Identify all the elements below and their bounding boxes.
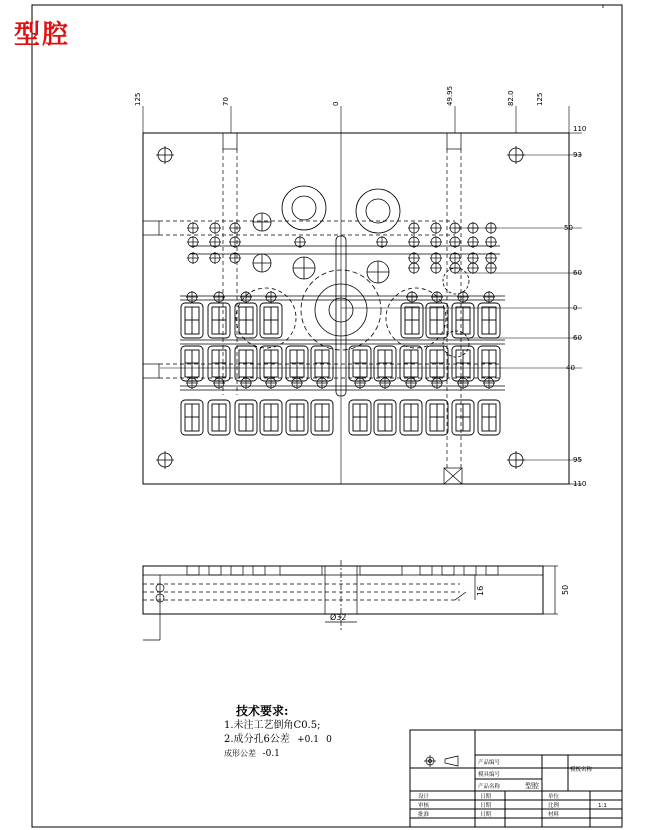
dim-right-bore: 49.95 bbox=[446, 85, 454, 106]
cavity-slot bbox=[478, 400, 500, 435]
tb-unit-label: 单位 bbox=[548, 794, 560, 800]
pin-hole bbox=[186, 377, 198, 389]
cavity-slot bbox=[400, 400, 422, 435]
dim-guide-bottom: 95 bbox=[573, 456, 582, 464]
pin-hole bbox=[240, 377, 252, 389]
cavity-slot bbox=[208, 303, 230, 338]
cavity-slot bbox=[349, 400, 371, 435]
pin-hole bbox=[485, 262, 497, 274]
pin-hole bbox=[405, 377, 417, 389]
tech-note-3 bbox=[224, 747, 332, 761]
projection-symbol bbox=[424, 755, 458, 767]
pin-hole bbox=[265, 377, 277, 389]
cavity-slot bbox=[181, 400, 203, 435]
pin-hole bbox=[483, 291, 495, 303]
section-view-details bbox=[143, 560, 558, 640]
dim-row-lower: 60 bbox=[573, 334, 582, 342]
pin-hole bbox=[430, 222, 442, 234]
cavity-slot bbox=[181, 346, 203, 381]
cavity-slot bbox=[235, 400, 257, 435]
dim-right-edge: 125 bbox=[536, 92, 544, 106]
cavity-slot bbox=[260, 303, 282, 338]
cavity-slot bbox=[286, 400, 308, 435]
tb-designer-label: 设计 bbox=[418, 794, 430, 800]
dim-right-pin: 82.0 bbox=[507, 90, 515, 106]
tb-part-name: 型腔 bbox=[525, 782, 539, 790]
dim-depth: 16 bbox=[476, 585, 485, 596]
cavity-slot bbox=[349, 346, 371, 381]
cavity-slot bbox=[400, 346, 422, 381]
pin-hole bbox=[354, 377, 366, 389]
pin-hole bbox=[187, 222, 199, 234]
pin-hole bbox=[186, 291, 198, 303]
tb-scale-label: 比例 bbox=[548, 803, 560, 809]
cavity-slot bbox=[235, 346, 257, 381]
cavity-slot bbox=[478, 346, 500, 381]
cavity-slot bbox=[260, 346, 282, 381]
guide-hole-bottom-left bbox=[156, 451, 174, 469]
pin-hole bbox=[457, 377, 469, 389]
dim-center-y: 0 bbox=[573, 304, 578, 312]
guide-hole-bottom-right bbox=[507, 451, 525, 469]
dim-row-upper: 60 bbox=[573, 269, 582, 277]
top-dimension-labels bbox=[134, 86, 544, 106]
technical-requirements bbox=[224, 702, 332, 761]
cavity-slot bbox=[374, 346, 396, 381]
guide-hole-top-right bbox=[507, 146, 525, 164]
tech-note-3-lower: -0.1 bbox=[262, 749, 280, 759]
dim-left-bore: 70 bbox=[222, 97, 230, 106]
tech-note-2 bbox=[224, 733, 332, 747]
cavity-slot bbox=[452, 346, 474, 381]
pin-hole bbox=[379, 377, 391, 389]
pin-hole bbox=[408, 222, 420, 234]
right-dimension-labels bbox=[564, 125, 586, 488]
pin-hole bbox=[430, 262, 442, 274]
cavity-slot bbox=[452, 400, 474, 435]
dim-center-x: 0 bbox=[332, 101, 340, 106]
pin-hole bbox=[209, 222, 221, 234]
cavity-slot bbox=[426, 400, 448, 435]
tb-product-name: 产品名称 bbox=[478, 784, 501, 790]
pin-hole bbox=[240, 291, 252, 303]
cavity-slot bbox=[286, 346, 308, 381]
cavity-slot bbox=[235, 303, 257, 338]
pin-hole bbox=[316, 377, 328, 389]
cavity-slot bbox=[311, 346, 333, 381]
dim-thickness: 50 bbox=[561, 584, 570, 595]
top-dimension-lines bbox=[143, 106, 569, 484]
pin-hole bbox=[483, 377, 495, 389]
pin-hole bbox=[467, 222, 479, 234]
tb-date-2: 日期 bbox=[480, 803, 492, 809]
pin-hole bbox=[408, 262, 420, 274]
tb-product-code: 产品编号 bbox=[478, 760, 501, 766]
tb-review-label: 审核 bbox=[418, 803, 430, 809]
dim-left-edge: 125 bbox=[134, 92, 142, 106]
cavity-slot bbox=[374, 400, 396, 435]
title-block bbox=[410, 730, 622, 827]
dim-lower-runner: 40 bbox=[566, 364, 575, 372]
drawing-title: 型腔 bbox=[14, 20, 71, 50]
pin-hole bbox=[449, 262, 461, 274]
dim-bore-diameter: Ø32 bbox=[330, 613, 347, 622]
tech-note-1: 1.未注工艺倒角C0.5; bbox=[224, 720, 321, 731]
cavity-slot bbox=[208, 400, 230, 435]
pin-hole bbox=[457, 291, 469, 303]
pin-hole bbox=[229, 222, 241, 234]
cavity-slot bbox=[426, 346, 448, 381]
pin-hole bbox=[431, 377, 443, 389]
tech-notes-heading: 技术要求: bbox=[236, 704, 289, 718]
tech-note-3-text: 成形公差 bbox=[224, 749, 256, 758]
dim-guide-top: 93 bbox=[573, 151, 582, 159]
pin-hole bbox=[485, 222, 497, 234]
tb-template-name: 模板名称 bbox=[570, 767, 593, 773]
cavity-slot bbox=[208, 346, 230, 381]
pin-hole bbox=[265, 291, 277, 303]
tech-note-2-mid: 0 bbox=[326, 735, 332, 745]
cavity-slot bbox=[181, 303, 203, 338]
tb-material-label: 材料 bbox=[548, 812, 560, 818]
pin-hole bbox=[467, 262, 479, 274]
cavity-slot bbox=[311, 400, 333, 435]
tb-date-3: 日期 bbox=[480, 812, 492, 818]
cavity-grid bbox=[181, 303, 500, 435]
tb-mold-code: 模具编号 bbox=[478, 772, 501, 778]
pin-hole bbox=[291, 377, 303, 389]
pin-hole bbox=[449, 222, 461, 234]
tb-approve-label: 批准 bbox=[418, 812, 430, 818]
dim-bottom-edge: 110 bbox=[573, 480, 587, 488]
guide-hole-top-left bbox=[156, 146, 174, 164]
dim-runner-y: 50 bbox=[564, 224, 573, 232]
tech-note-2-upper: +0.1 bbox=[297, 735, 319, 745]
cavity-slot bbox=[260, 400, 282, 435]
dim-top-edge: 110 bbox=[573, 125, 587, 133]
pin-hole bbox=[406, 291, 418, 303]
tb-scale-value: 1:1 bbox=[598, 803, 607, 809]
tech-note-2-text: 2.成分孔6公差 bbox=[224, 734, 290, 745]
tb-date-1: 日期 bbox=[480, 794, 492, 800]
section-dimension-labels bbox=[330, 585, 570, 622]
